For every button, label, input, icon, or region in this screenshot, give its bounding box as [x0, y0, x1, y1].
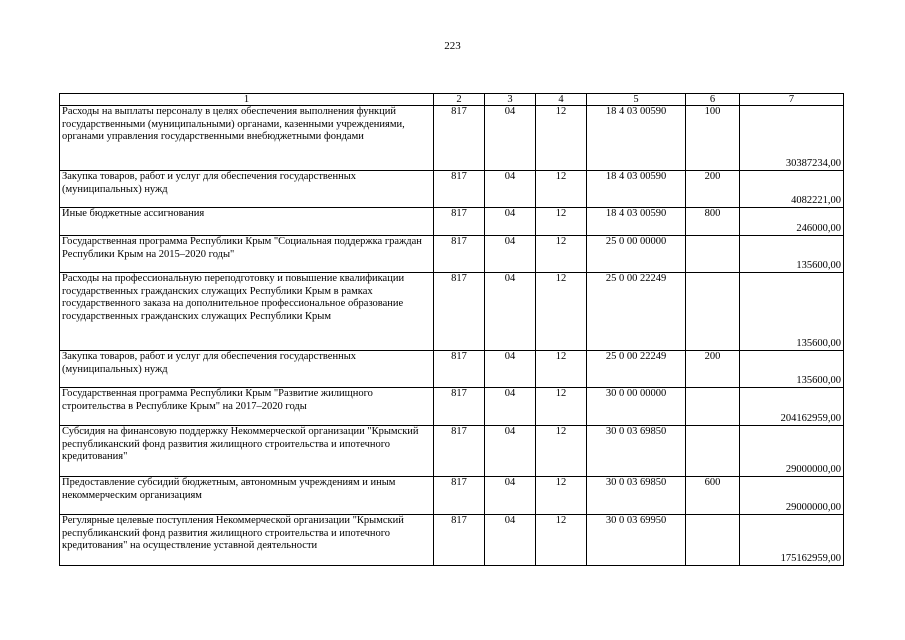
row-ministry-code: 817	[434, 351, 485, 388]
row-section-code: 04	[485, 208, 536, 236]
column-header: 3	[485, 94, 536, 106]
row-name: Регулярные целевые поступления Некоммерческой организации "Крымский республиканский фонд развития жилищного строительства и ипотечного кредитования" на осуществление уставной деятельности	[60, 515, 434, 566]
table-row	[60, 388, 844, 426]
row-subsection-code: 12	[536, 236, 587, 273]
row-target-code: 25 0 00 22249	[587, 351, 686, 388]
row-section-code: 04	[485, 388, 536, 426]
row-amount: 4082221,00	[740, 171, 844, 208]
row-subsection-code: 12	[536, 208, 587, 236]
row-expense-type: 100	[686, 106, 740, 171]
row-amount: 175162959,00	[740, 515, 844, 566]
row-amount: 135600,00	[740, 273, 844, 351]
row-name: Предоставление субсидий бюджетным, автономным учреждениям и иным некоммерческим организациям	[60, 477, 434, 515]
row-target-code: 30 0 03 69850	[587, 426, 686, 477]
table-row	[60, 171, 844, 208]
page-number: 223	[444, 40, 461, 52]
column-header: 4	[536, 94, 587, 106]
row-subsection-code: 12	[536, 171, 587, 208]
table-row	[60, 273, 844, 351]
row-section-code: 04	[485, 273, 536, 351]
row-expense-type: 800	[686, 208, 740, 236]
column-header: 6	[686, 94, 740, 106]
row-name: Закупка товаров, работ и услуг для обеспечения государственных (муниципальных) нужд	[60, 351, 434, 388]
table-row	[60, 477, 844, 515]
row-section-code: 04	[485, 236, 536, 273]
row-ministry-code: 817	[434, 426, 485, 477]
budget-table	[59, 93, 844, 566]
row-name: Расходы на профессиональную переподготовку и повышение квалификации государственных гражданских служащих Республики Крым в рамках государственного заказа на дополнительное профессиональное образование государственных гражданских служащих Республики Крым	[60, 273, 434, 351]
row-ministry-code: 817	[434, 388, 485, 426]
row-expense-type	[686, 236, 740, 273]
row-ministry-code: 817	[434, 171, 485, 208]
row-amount: 30387234,00	[740, 106, 844, 171]
row-section-code: 04	[485, 515, 536, 566]
row-expense-type: 200	[686, 171, 740, 208]
row-target-code: 25 0 00 00000	[587, 236, 686, 273]
row-target-code: 25 0 00 22249	[587, 273, 686, 351]
row-expense-type	[686, 388, 740, 426]
table-row	[60, 236, 844, 273]
row-expense-type: 200	[686, 351, 740, 388]
row-subsection-code: 12	[536, 273, 587, 351]
row-section-code: 04	[485, 351, 536, 388]
row-target-code: 18 4 03 00590	[587, 171, 686, 208]
row-name: Субсидия на финансовую поддержку Некоммерческой организации "Крымский республиканский фонд развития жилищного строительства и ипотечного кредитования"	[60, 426, 434, 477]
row-amount: 135600,00	[740, 236, 844, 273]
row-amount: 135600,00	[740, 351, 844, 388]
row-expense-type	[686, 426, 740, 477]
row-ministry-code: 817	[434, 236, 485, 273]
row-target-code: 18 4 03 00590	[587, 208, 686, 236]
row-name: Государственная программа Республики Крым "Развитие жилищного строительства в Республике Крым" на 2017–2020 годы	[60, 388, 434, 426]
column-header: 7	[740, 94, 844, 106]
column-header: 2	[434, 94, 485, 106]
row-name: Государственная программа Республики Крым "Социальная поддержка граждан Республики Крым на 2015–2020 годы"	[60, 236, 434, 273]
row-subsection-code: 12	[536, 477, 587, 515]
table-row	[60, 208, 844, 236]
row-amount: 204162959,00	[740, 388, 844, 426]
row-subsection-code: 12	[536, 351, 587, 388]
row-name: Расходы на выплаты персоналу в целях обеспечения выполнения функций государственными (муниципальными) органами, казенными учреждениями, органами управления государственными внебюджетными фондами	[60, 106, 434, 171]
row-target-code: 18 4 03 00590	[587, 106, 686, 171]
row-subsection-code: 12	[536, 426, 587, 477]
row-ministry-code: 817	[434, 273, 485, 351]
table-row	[60, 515, 844, 566]
row-ministry-code: 817	[434, 106, 485, 171]
row-target-code: 30 0 00 00000	[587, 388, 686, 426]
table-header-row	[60, 94, 844, 106]
row-section-code: 04	[485, 477, 536, 515]
row-target-code: 30 0 03 69850	[587, 477, 686, 515]
row-subsection-code: 12	[536, 388, 587, 426]
column-header: 1	[60, 94, 434, 106]
row-section-code: 04	[485, 171, 536, 208]
row-section-code: 04	[485, 106, 536, 171]
row-ministry-code: 817	[434, 515, 485, 566]
table-row	[60, 426, 844, 477]
row-expense-type	[686, 515, 740, 566]
row-ministry-code: 817	[434, 208, 485, 236]
row-target-code: 30 0 03 69950	[587, 515, 686, 566]
row-expense-type	[686, 273, 740, 351]
row-name: Иные бюджетные ассигнования	[60, 208, 434, 236]
row-section-code: 04	[485, 426, 536, 477]
column-header: 5	[587, 94, 686, 106]
table-row	[60, 106, 844, 171]
table-row	[60, 351, 844, 388]
row-amount: 29000000,00	[740, 426, 844, 477]
row-subsection-code: 12	[536, 515, 587, 566]
row-name: Закупка товаров, работ и услуг для обеспечения государственных (муниципальных) нужд	[60, 171, 434, 208]
row-expense-type: 600	[686, 477, 740, 515]
row-ministry-code: 817	[434, 477, 485, 515]
row-subsection-code: 12	[536, 106, 587, 171]
row-amount: 246000,00	[740, 208, 844, 236]
row-amount: 29000000,00	[740, 477, 844, 515]
